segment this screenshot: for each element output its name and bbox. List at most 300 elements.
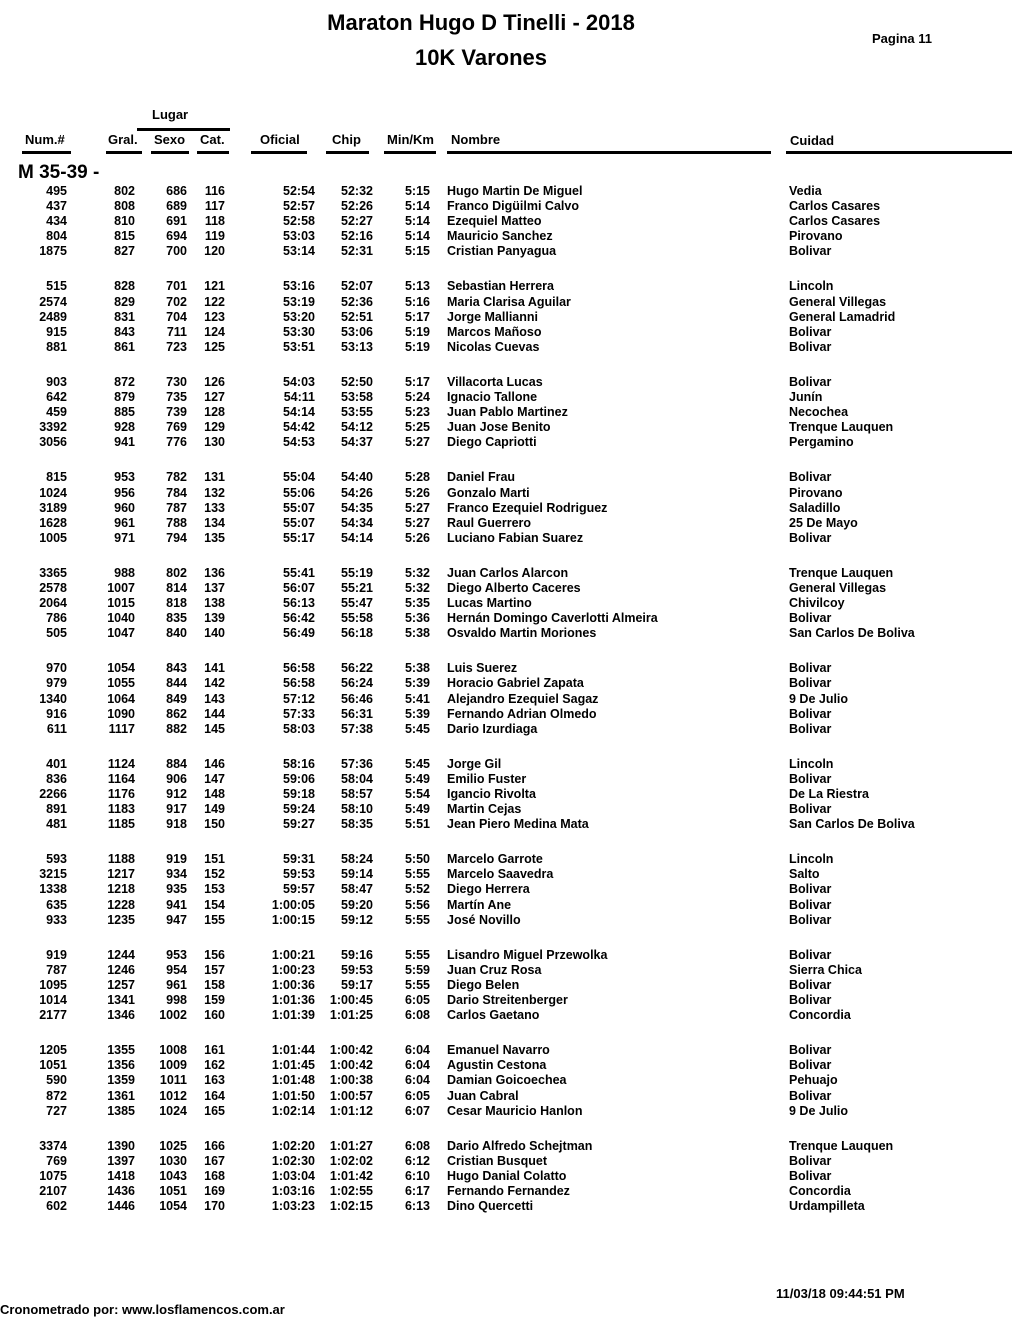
cell-gral: 1436 [107,1183,135,1198]
cell-gral: 971 [114,530,135,545]
cell-oficial: 1:02:30 [271,1153,315,1168]
cell-num: 804 [46,229,67,244]
cell-nombre: Cesar Mauricio Hanlon [447,1103,583,1118]
cell-nombre: Hernán Domingo Caverlotti Almeira [447,611,658,626]
table-row [0,898,1024,913]
cell-oficial: 53:19 [283,294,315,309]
cell-ciudad: 9 De Julio [789,691,849,706]
cell-oficial: 1:01:36 [271,993,315,1008]
cell-oficial: 1:01:50 [271,1088,315,1103]
cell-ciudad: Carlos Casares [789,214,881,229]
cell-num: 872 [46,1088,67,1103]
cell-ciudad: General Lamadrid [789,309,896,324]
cell-gral: 1054 [107,661,135,676]
cell-sexo: 998 [166,993,187,1008]
cell-num: 2489 [39,309,67,324]
cell-minkm: 5:32 [404,580,430,595]
cell-gral: 827 [114,244,135,259]
cell-sexo: 1024 [159,1103,187,1118]
cell-nombre: Jorge Mallianni [447,309,538,324]
cell-minkm: 6:05 [404,1088,430,1103]
column-rule [384,151,436,154]
table-row [0,1008,1024,1023]
cell-num: 611 [46,721,67,736]
cell-ciudad: Concordia [789,1183,851,1198]
table-row [0,1058,1024,1073]
cell-cat: 164 [204,1088,225,1103]
cell-minkm: 5:59 [404,962,430,977]
cell-num: 787 [46,962,67,977]
cell-minkm: 5:35 [404,596,430,611]
cell-cat: 163 [204,1073,225,1088]
cell-sexo: 1054 [159,1199,187,1214]
table-row [0,1169,1024,1184]
cell-sexo: 782 [166,470,187,485]
cell-cat: 140 [204,626,225,641]
cell-chip: 58:35 [341,817,373,832]
cell-sexo: 1043 [159,1168,187,1183]
cell-num: 786 [46,611,67,626]
cell-minkm: 5:26 [404,485,430,500]
cell-minkm: 6:07 [404,1103,430,1118]
cell-nombre: Raul Guerrero [447,515,532,530]
cell-nombre: Franco Digüilmi Calvo [447,199,579,214]
cell-minkm: 5:55 [404,912,430,927]
cell-gral: 1124 [107,756,135,771]
table-row [0,295,1024,310]
cell-num: 919 [46,947,67,962]
cell-num: 2266 [39,787,67,801]
cell-nombre: Mauricio Sanchez [447,229,553,244]
cell-oficial: 1:00:15 [271,912,315,927]
cell-ciudad: Necochea [789,405,849,420]
cell-cat: 166 [204,1138,225,1153]
cell-cat: 117 [204,199,225,214]
cell-nombre: Agustin Cestona [447,1058,547,1073]
cell-oficial: 52:58 [283,214,315,229]
cell-oficial: 55:04 [283,470,315,485]
cell-chip: 59:16 [341,947,373,962]
cell-cat: 157 [204,962,225,977]
cell-chip: 52:26 [341,199,373,214]
cell-oficial: 59:27 [283,817,315,832]
cell-chip: 56:31 [341,706,373,721]
cell-ciudad: Bolivar [789,661,832,676]
cell-sexo: 843 [166,661,187,676]
cell-chip: 54:35 [341,500,373,515]
cell-minkm: 6:04 [404,1058,430,1073]
cell-nombre: Alejandro Ezequiel Sagaz [447,691,599,706]
cell-minkm: 5:15 [404,244,430,259]
cell-ciudad: Chivilcoy [789,596,845,611]
cell-chip: 59:12 [341,912,373,927]
cell-gral: 953 [114,470,135,485]
cell-oficial: 55:07 [283,515,315,530]
cell-num: 979 [46,676,67,691]
cell-oficial: 1:00:05 [271,897,315,912]
table-row [0,882,1024,897]
cell-nombre: Dario Izurdiaga [447,721,538,736]
cell-nombre: Sebastian Herrera [447,279,555,294]
cell-gral: 885 [114,405,135,420]
cell-sexo: 935 [166,882,187,897]
table-row [0,676,1024,691]
cell-num: 1340 [39,691,67,706]
cell-ciudad: Pirovano [789,229,843,244]
cell-ciudad: Bolivar [789,676,832,691]
cell-num: 1205 [39,1043,67,1058]
column-rule [447,151,771,154]
cell-ciudad: San Carlos De Boliva [789,626,915,641]
header-chip: Chip [332,132,361,147]
cell-chip: 52:51 [341,309,373,324]
table-row [0,707,1024,722]
cell-chip: 53:13 [341,339,373,354]
cell-minkm: 5:26 [404,530,430,545]
cell-cat: 138 [204,596,225,611]
cell-num: 1075 [39,1168,67,1183]
cell-minkm: 5:14 [404,199,430,214]
cell-minkm: 5:27 [404,515,430,530]
cell-oficial: 54:14 [283,405,315,420]
table-row [0,1154,1024,1169]
cell-gral: 941 [114,435,135,450]
cell-sexo: 1009 [159,1058,187,1073]
cell-num: 915 [46,324,67,339]
cell-chip: 58:24 [341,852,373,867]
cell-oficial: 54:53 [283,435,315,450]
cell-chip: 54:40 [341,470,373,485]
cell-minkm: 6:05 [404,993,430,1008]
table-row [0,772,1024,787]
cell-gral: 1217 [107,867,135,882]
cell-chip: 52:16 [341,229,373,244]
cell-ciudad: Trenque Lauquen [789,565,894,580]
cell-oficial: 58:03 [283,721,315,736]
cell-gral: 1164 [107,771,135,786]
cell-gral: 802 [114,184,135,198]
cell-cat: 154 [204,897,225,912]
cell-oficial: 1:02:20 [271,1138,315,1153]
cell-chip: 1:02:15 [329,1199,373,1214]
table-row [0,375,1024,390]
table-row [0,963,1024,978]
cell-chip: 59:14 [341,867,373,882]
cell-cat: 153 [204,882,225,897]
cell-cat: 120 [204,244,225,259]
cell-oficial: 52:57 [283,199,315,214]
cell-chip: 53:55 [341,405,373,420]
header-oficial: Oficial [260,132,300,147]
cell-cat: 145 [204,721,225,736]
cell-ciudad: Bolivar [789,244,832,259]
cell-minkm: 5:32 [404,565,430,580]
cell-sexo: 818 [166,596,187,611]
cell-sexo: 802 [166,565,187,580]
cell-sexo: 840 [166,626,187,641]
cell-num: 2177 [39,1008,67,1023]
category-heading: M 35-39 - [18,162,100,183]
cell-nombre: Marcelo Garrote [447,852,543,867]
cell-ciudad: 9 De Julio [789,1103,849,1118]
cell-nombre: Gonzalo Marti [447,485,530,500]
cell-minkm: 6:04 [404,1073,430,1088]
cell-num: 769 [46,1153,67,1168]
cell-ciudad: Carlos Casares [789,199,881,214]
cell-gral: 960 [114,500,135,515]
cell-sexo: 787 [166,500,187,515]
cell-sexo: 1002 [159,1008,187,1023]
cell-chip: 58:04 [341,771,373,786]
cell-sexo: 961 [166,977,187,992]
table-row [0,566,1024,581]
table-row [0,787,1024,802]
cell-num: 1875 [39,244,67,259]
cell-cat: 133 [204,500,225,515]
cell-nombre: Franco Ezequiel Rodriguez [447,500,608,515]
cell-minkm: 5:54 [404,787,430,801]
cell-nombre: Diego Herrera [447,882,530,897]
cell-minkm: 5:27 [404,435,430,450]
cell-chip: 1:00:38 [329,1073,373,1088]
cell-minkm: 5:36 [404,611,430,626]
cell-oficial: 59:53 [283,867,315,882]
cell-num: 1051 [39,1058,67,1073]
cell-chip: 1:00:57 [329,1088,373,1103]
cell-minkm: 5:17 [404,309,430,324]
cell-sexo: 835 [166,611,187,626]
cell-ciudad: Bolivar [789,339,832,354]
cell-sexo: 723 [166,339,187,354]
header-gral: Gral. [108,132,138,147]
cell-chip: 59:53 [341,962,373,977]
cell-oficial: 1:01:45 [271,1058,315,1073]
cell-chip: 55:19 [341,565,373,580]
column-rule [22,151,71,154]
cell-chip: 53:58 [341,390,373,405]
table-row [0,596,1024,611]
cell-cat: 162 [204,1058,225,1073]
cell-oficial: 1:00:36 [271,977,315,992]
cell-chip: 1:01:12 [329,1103,373,1118]
cell-nombre: Emilio Fuster [447,771,527,786]
cell-sexo: 919 [166,852,187,867]
cell-ciudad: Bolivar [789,993,832,1008]
cell-oficial: 56:58 [283,661,315,676]
cell-gral: 928 [114,420,135,435]
cell-oficial: 53:14 [283,244,315,259]
cell-ciudad: Bolivar [789,882,832,897]
cell-minkm: 5:55 [404,947,430,962]
column-rule [786,151,1012,154]
cell-minkm: 5:15 [404,184,430,198]
cell-num: 1628 [39,515,67,530]
cell-nombre: Osvaldo Martin Moriones [447,626,597,641]
cell-oficial: 59:31 [283,852,315,867]
cell-num: 815 [46,470,67,485]
cell-cat: 143 [204,691,225,706]
cell-cat: 136 [204,565,225,580]
cell-nombre: Carlos Gaetano [447,1008,540,1023]
cell-cat: 137 [204,580,225,595]
cell-cat: 131 [204,470,225,485]
cell-oficial: 59:06 [283,771,315,786]
cell-gral: 1385 [107,1103,135,1118]
table-row [0,184,1024,199]
cell-ciudad: Vedia [789,184,822,198]
cell-sexo: 704 [166,309,187,324]
cell-chip: 58:57 [341,787,373,801]
cell-num: 459 [46,405,67,420]
cell-minkm: 5:38 [404,661,430,676]
cell-oficial: 57:12 [283,691,315,706]
results-table [0,184,1024,1214]
header-minkm: Min/Km [387,132,434,147]
cell-oficial: 54:42 [283,420,315,435]
cell-ciudad: Bolivar [789,611,832,626]
cell-oficial: 55:06 [283,485,315,500]
cell-sexo: 711 [166,324,187,339]
cell-oficial: 59:24 [283,802,315,817]
cell-nombre: Cristian Busquet [447,1153,548,1168]
cell-oficial: 1:00:23 [271,962,315,977]
cell-nombre: Ezequiel Matteo [447,214,542,229]
cell-chip: 55:58 [341,611,373,626]
cell-ciudad: Bolivar [789,1058,832,1073]
cell-gral: 1355 [107,1043,135,1058]
cell-chip: 52:50 [341,374,373,389]
cell-minkm: 5:56 [404,897,430,912]
table-row [0,420,1024,435]
cell-chip: 52:31 [341,244,373,259]
cell-minkm: 5:25 [404,420,430,435]
cell-oficial: 55:41 [283,565,315,580]
cell-chip: 1:02:55 [329,1183,373,1198]
cell-nombre: Juan Cruz Rosa [447,962,542,977]
cell-minkm: 5:28 [404,470,430,485]
cell-cat: 125 [204,339,225,354]
table-row [0,802,1024,817]
cell-gral: 872 [114,374,135,389]
cell-num: 495 [46,184,67,198]
cell-num: 836 [46,771,67,786]
cell-cat: 144 [204,706,225,721]
cell-chip: 54:14 [341,530,373,545]
cell-cat: 150 [204,817,225,832]
cell-num: 401 [46,756,67,771]
cell-gral: 988 [114,565,135,580]
cell-ciudad: 25 De Mayo [789,515,858,530]
cell-nombre: Dario Alfredo Schejtman [447,1138,593,1153]
cell-num: 3392 [39,420,67,435]
table-row [0,913,1024,928]
cell-sexo: 1025 [159,1138,187,1153]
cell-minkm: 5:50 [404,852,430,867]
cell-sexo: 1030 [159,1153,187,1168]
cell-gral: 861 [114,339,135,354]
cell-sexo: 918 [166,817,187,832]
cell-sexo: 701 [166,279,187,294]
cell-num: 635 [46,897,67,912]
cell-num: 727 [46,1103,67,1118]
cell-oficial: 1:03:23 [271,1199,315,1214]
table-row [0,692,1024,707]
cell-oficial: 1:03:16 [271,1183,315,1198]
cell-sexo: 941 [166,897,187,912]
cell-minkm: 5:24 [404,390,430,405]
cell-minkm: 6:08 [404,1138,430,1153]
cell-cat: 124 [204,324,225,339]
cell-chip: 52:07 [341,279,373,294]
cell-sexo: 849 [166,691,187,706]
cell-nombre: Hugo Danial Colatto [447,1168,567,1183]
cell-gral: 879 [114,390,135,405]
cell-num: 970 [46,661,67,676]
column-rule [151,151,189,154]
cell-chip: 55:21 [341,580,373,595]
cell-minkm: 5:27 [404,500,430,515]
cell-nombre: Fernando Adrian Olmedo [447,706,597,721]
cell-cat: 167 [204,1153,225,1168]
cell-gral: 1346 [107,1008,135,1023]
cell-cat: 156 [204,947,225,962]
cell-sexo: 917 [166,802,187,817]
cell-ciudad: Trenque Lauquen [789,420,894,435]
cell-num: 903 [46,374,67,389]
cell-num: 3365 [39,565,67,580]
cell-cat: 159 [204,993,225,1008]
cell-ciudad: Bolivar [789,721,832,736]
cell-num: 2064 [39,596,67,611]
cell-cat: 148 [204,787,225,801]
cell-minkm: 5:45 [404,756,430,771]
cell-cat: 165 [204,1103,225,1118]
cell-cat: 158 [204,977,225,992]
cell-cat: 123 [204,309,225,324]
cell-ciudad: Bolivar [789,897,832,912]
cell-cat: 132 [204,485,225,500]
cell-sexo: 776 [166,435,187,450]
cell-gral: 843 [114,324,135,339]
cell-minkm: 5:38 [404,626,430,641]
cell-sexo: 689 [166,199,187,214]
cell-cat: 130 [204,435,225,450]
column-rule [106,151,142,154]
cell-chip: 1:01:27 [329,1138,373,1153]
cell-minkm: 6:08 [404,1008,430,1023]
cell-oficial: 53:51 [283,339,315,354]
cell-cat: 127 [204,390,225,405]
cell-cat: 119 [204,229,225,244]
cell-minkm: 6:13 [404,1199,430,1214]
cell-num: 434 [46,214,67,229]
cell-nombre: Horacio Gabriel Zapata [447,676,584,691]
cell-num: 933 [46,912,67,927]
cell-oficial: 54:03 [283,374,315,389]
cell-minkm: 5:19 [404,324,430,339]
cell-nombre: Nicolas Cuevas [447,339,540,354]
cell-ciudad: Bolivar [789,977,832,992]
cell-chip: 52:36 [341,294,373,309]
cell-chip: 56:46 [341,691,373,706]
cell-sexo: 769 [166,420,187,435]
cell-minkm: 5:55 [404,977,430,992]
cell-sexo: 739 [166,405,187,420]
cell-nombre: Damian Goicoechea [447,1073,567,1088]
cell-nombre: Juan Carlos Alarcon [447,565,569,580]
cell-minkm: 5:45 [404,721,430,736]
table-row [0,993,1024,1008]
